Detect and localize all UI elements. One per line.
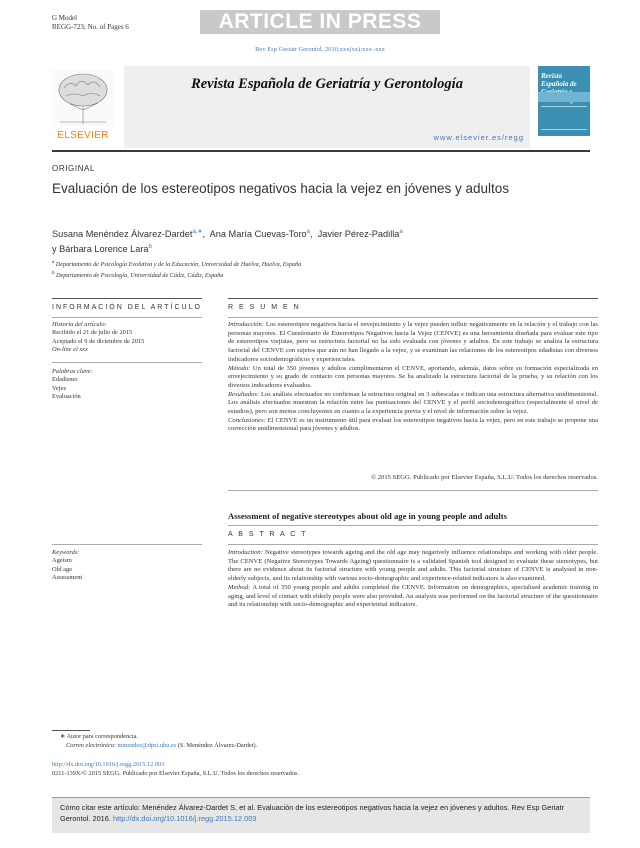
email-note: Correo electrónico: mmendez@dpsi.uhu.es (S. Menéndez Álvarez-Dardet).: [66, 742, 258, 749]
keywords-en-rule: [52, 544, 202, 545]
citation-text: [60, 803, 582, 824]
keyword: Assessment: [52, 574, 83, 582]
manuscript-code: [52, 14, 129, 32]
resumen-rule: [228, 298, 598, 299]
citation-body: Menéndez Álvarez-Dardet S, et al. Evaluación de los estereotipos negativos hacia la vejez en jóvenes y adultos. Rev Esp Geriatr Gerontol. 2016.: [60, 803, 565, 823]
code-line-2: REGG-723; No. of Pages 6: [52, 23, 129, 31]
keyword: Ageism: [52, 557, 72, 565]
author-affil-mark[interactable]: a,∗: [192, 229, 203, 235]
author-name: Susana Menéndez Álvarez-Dardet: [52, 229, 193, 240]
article-type: ORIGINAL: [52, 164, 96, 173]
doi-link[interactable]: http://dx.doi.org/10.1016/j.regg.2015.12.003: [52, 761, 165, 768]
abstract-heading: A B S T R A C T: [228, 531, 308, 538]
affiliations: [52, 259, 552, 280]
resumen-heading: R E S U M E N: [228, 304, 301, 311]
resumen-end-rule: [228, 490, 598, 491]
author-affil-mark[interactable]: a: [399, 229, 403, 235]
issn-line: 0211-139X/© 2015 SEGG. Publicado por Elsevier España, S.L.U. Todos los derechos reservados.: [52, 770, 299, 777]
author-name: Javier Pérez-Padilla: [317, 229, 400, 240]
citation-label: Cómo citar este artículo:: [60, 803, 141, 812]
keywords-es: Palabras clave: Edadismo Vejez Evaluación: [52, 368, 202, 402]
corresponding-note: ∗ Autor para correspondencia.: [60, 733, 139, 740]
footnote-rule: [52, 730, 90, 731]
abstract-body: Introduction: Negative stereotypes towards ageing and the old age may negatively influence relationships and working with older people. The CENVE (Negative Stereotypes Towards Ageing) questionnaire is a validated Spanish tool designed to evaluate these stereotypes, but there are no evidence about its factorial structure with young people and adults. This factorial structure of CENVE is analysed in non-elderly subjects, and its relationship with various socio-demographic and experience-related indicators is also examined. Method: A total of 350 young people and adults completed the CENVE. Information on demographics, specialised academic training in aging, and level of contact with elderly people were also provided. An analysis was performed on the factorial structure of the questionnaire and its relationship with socio-demographic and experiential indicators.: [228, 549, 598, 609]
journal-url[interactable]: www.elsevier.es/regg: [433, 133, 524, 142]
info-rule: [52, 298, 202, 299]
english-title: Assessment of negative stereotypes about old age in young people and adults: [228, 511, 507, 521]
journal-citation-link[interactable]: Rev Esp Geriatr Gerontol. 2016;xxx(xx):xxx–xxx: [255, 46, 385, 53]
keyword: Evaluación: [52, 393, 81, 401]
cover-lines: [541, 106, 587, 130]
author-list: Susana Menéndez Álvarez-Dardet$^{a,∗}$, Ana María Cuevas-Toro$^a$, Javier Pérez-Padilla$^a$ y Bárbara Lorence Lara$^b$: [52, 229, 403, 255]
cover-title: Revista Española de: [541, 72, 577, 88]
author-affil-mark[interactable]: a: [306, 229, 311, 235]
author-affil-mark[interactable]: b: [148, 244, 152, 251]
cover-band: [538, 92, 590, 102]
header-rule: [52, 150, 590, 152]
abstract-rule: [228, 525, 598, 526]
article-title: Evaluación de los estereotipos negativos hacia la vejez en jóvenes y adultos: [52, 181, 510, 196]
affiliation: $^b$ Departamento de Psicología, Universidad de Cádiz, Cádiz, España: [52, 270, 224, 279]
elsevier-tree-logo: [52, 70, 114, 126]
article-info-heading: INFORMACIÓN DEL ARTÍCULO: [52, 304, 202, 311]
resumen-body: Introducción: Los estereotipos negativos hacia el envejecimiento y la vejez pueden influir negativamente en la relación y el trabajo con las personas mayores. El Cuestionario de Estereotipos Negativos hacia la Vejez (CENVE) es una herramienta diseñada para evaluar este tipo de estereotipos viejistas, pero su estructura factorial no ha sido evaluada con jóvenes y adultos. En este trabajo se analiza la estructura factorial del CENVE con sujetos que aún no han llegado a la vejez, y se examinan las relaciones de los estereotipos edadistas con diversos indicadores sociodemográficos y experienciales. Método: Un total de 350 jóvenes y adultos cumplimentaron el CENVE, aportando, además, datos sobre su formación especializada en envejecimiento y su grado de contacto con personas mayores. Se ha analizado la estructura factorial de la prueba, y su relación con los diversos indicadores evaluados. Resultados: Los análisis efectuados no confirman la estructura original en 3 subescalas e indican una estructura alternativa unidimensional. Los análisis efectuados muestran la relación entre las puntuaciones del CENVE y el perfil sociodemográfico (especialmente el nivel de estudios), pero son menos concluyentes en cuanto a la experiencia previa y el nivel de información sobre la vejez. Conclusiones: El CENVE es un instrumento útil para evaluar los estereotipos negativos hacia la vejez, pero en este trabajo se propone una corrección unidimensional para jóvenes y adultos.: [228, 321, 599, 433]
code-line-1: G Model: [52, 14, 78, 22]
resumen-copyright: © 2015 SEGG. Publicado por Elsevier España, S.L.U. Todos los derechos reservados.: [371, 474, 598, 481]
email-link[interactable]: mmendez@dpsi.uhu.es: [117, 742, 177, 749]
author-name: Ana María Cuevas-Toro: [209, 229, 307, 240]
keyword: Old age: [52, 565, 73, 573]
resumen-sub-rule: [228, 317, 598, 318]
elsevier-wordmark: ELSEVIER: [57, 130, 109, 141]
keywords-en: Keywords: Ageism Old age Assessment: [52, 549, 202, 583]
keyword: Edadismo: [52, 376, 78, 384]
info-sub-rule: [52, 317, 202, 318]
abstract-sub-rule: [228, 544, 598, 545]
author-name: Bárbara Lorence Lara: [59, 244, 149, 255]
article-history: Historia del artículo: Recibido el 21 de julio de 2015 Aceptado el 9 de diciembre de 2015 On-line el xxx: [52, 321, 145, 354]
keywords-rule: [52, 362, 202, 363]
journal-title: Revista Española de Geriatría y Gerontología: [191, 76, 463, 92]
keyword: Vejez: [52, 384, 67, 392]
affiliation: $^a$ Departamento de Psicología Evolutiva y de la Educación, Universidad de Huelva, Huelva, España: [52, 260, 302, 269]
citation-doi-link[interactable]: http://dx.doi.org/10.1016/j.regg.2015.12.003: [113, 813, 257, 823]
article-in-press-banner: ARTICLE IN PRESS: [200, 10, 440, 34]
